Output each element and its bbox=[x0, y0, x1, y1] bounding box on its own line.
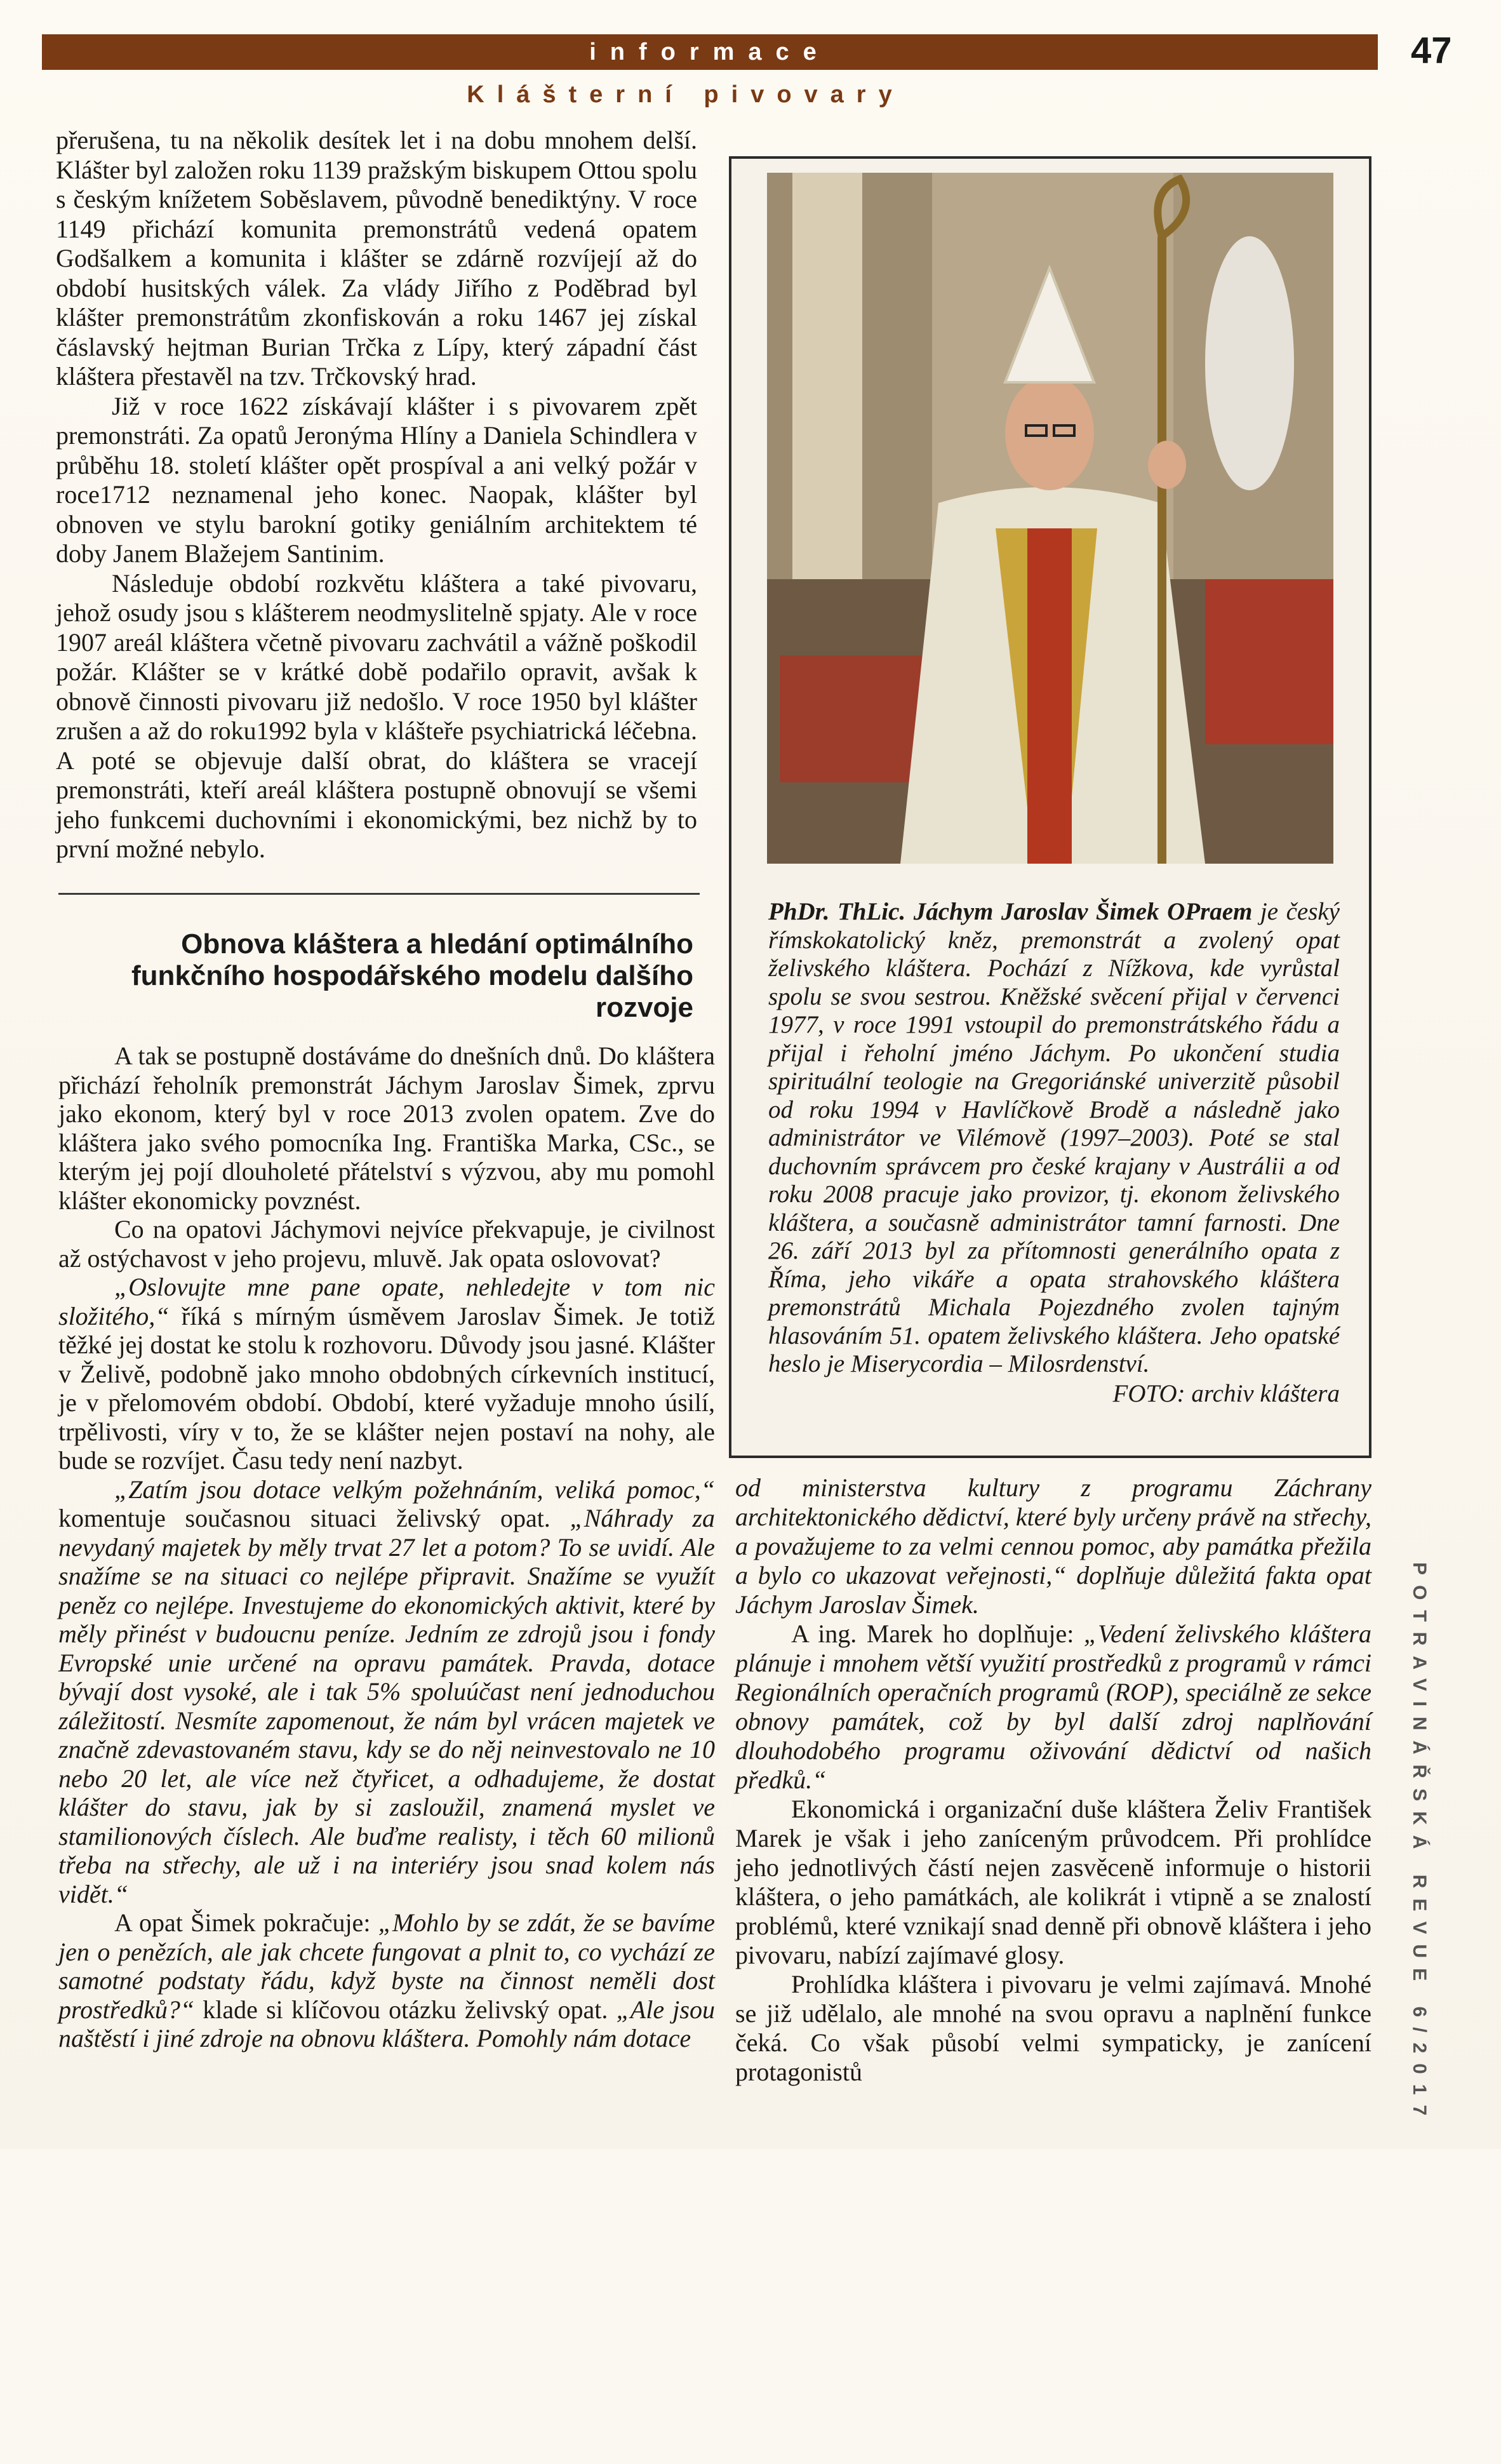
section-label: informace bbox=[589, 39, 831, 65]
quote: „Mohlo by se zdát, že se bavíme jen o penězích, ale jak chcete fungovat a plnit to, co vychází ze samotné podstaty řádu, když byste na činnost neměli dost prostředků?“ bbox=[58, 1908, 715, 2024]
article-subheading: Obnova kláštera a hledání optimálního funkčního hospodářského modelu dalšího rozvoje bbox=[131, 928, 693, 1023]
section-subtitle: Klášterní pivovary bbox=[467, 81, 905, 108]
paragraph: Ekonomická i organizační duše kláštera Želiv František Marek je však i jeho zaníceným průvodcem. Při prohlídce jeho jednotlivých částí nejen zasvěceně informuje o historii kláštera, o jeho památkách, ale kolikrát i vtipně a se znalostí problémů, které vznikají snad denně při obnově kláštera i jeho pivovaru, nabízí zajímavé glosy. bbox=[735, 1795, 1371, 1969]
paragraph bbox=[735, 1619, 1371, 1795]
paragraph: přerušena, tu na několik desítek let i na dobu mnohem delší. Klášter byl založen roku 1139 pražským biskupem Ottou spolu s českým knížetem Soběslavem, původně benediktýny. V roce 1149 přichází komunita premonstrátů vedená opatem Godšalkem a komunita i klášter se zdárně rozvíjejí až do období husitských válek. Za vlády Jiřího z Poděbrad byl klášter premonstrátům zkonfiskován a roku 1467 jej získal čáslavský hejtman Burian Trčka z Lípy, který západní část kláštera přestavěl na tzv. Trčkovský hrad. bbox=[56, 126, 697, 391]
photo-credit: FOTO: archiv kláštera bbox=[1112, 1379, 1340, 1407]
quote: „Náhrady za nevydaný majetek by měly trvat 27 let a potom? To se uvidí. Ale snažíme se na situaci co nejlépe připravit. Snažíme se využít peněz co nejlépe. Investujeme do ekonomických aktivit, které by měly přinést v budoucnu peníze. Jedním ze zdrojů jsou i fondy Evropské unie určené na opravu památek. Pravda, dotace bývají dost vysoké, ale i tak 5% spoluúčast není jednoduchou záležitostí. Nesmíte zapomenout, že nám byl vrácen majetek ve značně zdevastovaném stavu, kdy se do něj neinvestovalo ne 10 nebo 20 let, ale více než čtyřicet, a odhadujeme, že dostat klášter do stavu, jak by si zasloužil, znamená myslet ve stamilionových číslech. Ale buďme realisty, i těch 60 milionů třeba na střechy, ale už i na interiéry jsou snad kolem nás vidět.“ bbox=[58, 1504, 715, 1908]
quote: „Vedení želivského kláštera plánuje i mnohem větší využití prostředků z programů v rámci Regionálních operačních programů (ROP), speciálně ze sekce obnovy památek, což by byl další zdroj naplňování dlouhodobého programu oživování dědictví od našich předků.“ bbox=[735, 1619, 1371, 1794]
quote: „Oslovujte mne pane opate, nehledejte v tom nic složitého,“ bbox=[58, 1273, 715, 1330]
paragraph bbox=[58, 1908, 715, 2053]
paragraph-text: klade si klíčovou otázku želivský opat. bbox=[194, 1995, 617, 2024]
abbot-photo bbox=[767, 173, 1333, 864]
paragraph-text: komentuje současnou situaci želivský opat. bbox=[58, 1504, 570, 1532]
paragraph-text: A ing. Marek ho doplňuje: bbox=[791, 1619, 1084, 1648]
article-column-left-bottom bbox=[58, 1041, 715, 2053]
paragraph bbox=[58, 1273, 715, 1475]
paragraph: Následuje období rozkvětu kláštera a také pivovaru, jehož osudy jsou s klášterem neodmyslitelně spjaty. Ale v roce 1907 areál kláštera včetně pivovaru zachvátil a vážně poškodil požár. Klášter se v krátké době podařilo opravit, avšak k obnově činnosti pivovaru již nedošlo. V roce 1950 byl klášter zrušen a až do roku1992 byla v klášteře psychiatrická léčebna. A poté se objevuje další obrat, do kláštera se vracejí premonstráti, kteří areál kláštera postupně obnovují se všemi jeho funkcemi duchovními i ekonomickými, bez nichž by to první možné nebylo. bbox=[56, 568, 697, 863]
page-number: 47 bbox=[1411, 30, 1452, 71]
paragraph bbox=[58, 1475, 715, 1909]
paragraph bbox=[735, 1473, 1371, 1619]
paragraph: Prohlídka kláštera i pivovaru je velmi zajímavá. Mnohé se již udělalo, ale mnohé na svou opravu a naplnění funkce čeká. Co však působí velmi sympaticky, je zanícení protagonistů bbox=[735, 1970, 1371, 2086]
journal-issue-label: POTRAVINÁŘSKÁ REVUE 6/2017 bbox=[1409, 1562, 1430, 2126]
article-column-left-top bbox=[56, 126, 697, 864]
photo-illustration bbox=[767, 173, 1333, 864]
paragraph: Již v roce 1622 získávají klášter i s pivovarem zpět premonstráti. Za opatů Jeronýma Hlíny a Daniela Schindlera v průběhu 18. století klášter opět prospíval a ani velký požár v roce1712 neznamenal jeho konec. Naopak, klášter byl obnoven ve stylu barokní gotiky geniálním architektem té doby Janem Blažejem Santinim. bbox=[56, 391, 697, 568]
section-header-bar bbox=[42, 34, 1378, 70]
quote: od ministerstva kultury z programu Záchrany architektonického dědictví, které byly určeny právě na střechy, a považujeme to za velmi cennou pomoc, aby památka přežila a bylo co ukazovat veřejnosti,“ doplňuje důležitá fakta opat Jáchym Jaroslav Šimek. bbox=[735, 1473, 1371, 1619]
paragraph: Co na opatovi Jáchymovi nejvíce překvapuje, je civilnost až ostýchavost v jeho projevu, mluvě. Jak opata oslovovat? bbox=[58, 1215, 715, 1273]
caption-name: PhDr. ThLic. Jáchym Jaroslav Šimek OPraem bbox=[768, 898, 1253, 925]
paragraph-text: říká s mírným úsměvem Jaroslav Šimek. Je totiž těžké jej dostat ke stolu k rozhovoru. Důvody jsou jasné. Klášter v Želivě, podobně jako mnoho obdobných církevních institucí, je v přelomovém období. Období, které vyžaduje mnoho úsilí, trpělivosti, víry v to, že se klášter nejen postaví na nohy, ale bude se rozvíjet. Času tedy není nazbyt. bbox=[58, 1301, 715, 1475]
section-divider bbox=[58, 893, 700, 895]
paragraph-text: A opat Šimek pokračuje: bbox=[114, 1908, 378, 1937]
photo-caption bbox=[768, 898, 1340, 1408]
quote: „Zatím jsou dotace velkým požehnáním, veliká pomoc,“ bbox=[114, 1475, 715, 1504]
caption-text: je český římskokatolický kněz, premonstrát a zvolený opat želivského kláštera. Pochází z Nížkova, kde vyrůstal spolu se svou sestrou. Kněžské svěcení přijal v červenci 1977, v roce 1991 vstoupil do premonstrátského řádu a přijal i řeholní jméno Jáchym. Po ukončení studia spirituální teologie na Gregoriánské univerzitě působil od roku 1994 v Havlíčkově Brodě a následně jako administrátor ve Vilémově (1997–2003). Poté se stal duchovním správcem pro české krajany v Austrálii a od roku 2008 pracuje jako provizor, tj. ekonom želivského kláštera, a současně administrátor tamní farnosti. Dne 26. září 2013 byl za přítomnosti generálního opata z Říma, jeho vikáře a opata strahovského kláštera premonstrátů Michala Pojezdného zvolen tajným hlasováním 51. opatem želivského kláštera. Jeho opatské heslo je Miserycordia – Milosrdenství. bbox=[768, 898, 1340, 1377]
paragraph: A tak se postupně dostáváme do dnešních dnů. Do kláštera přichází řeholník premonstrát Jáchym Jaroslav Šimek, zprvu jako ekonom, který byl v roce 2013 zvolen opatem. Zve do kláštera jako svého pomocníka Ing. Františka Marka, CSc., se kterým jej pojí dlouholeté přátelství s výzvou, aby mu pomohl klášter ekonomicky povznést. bbox=[58, 1041, 715, 1215]
article-column-right bbox=[735, 1473, 1371, 2087]
quote: „Ale jsou naštěstí i jiné zdroje na obnovu kláštera. Pomohly nám dotace bbox=[58, 1995, 715, 2052]
